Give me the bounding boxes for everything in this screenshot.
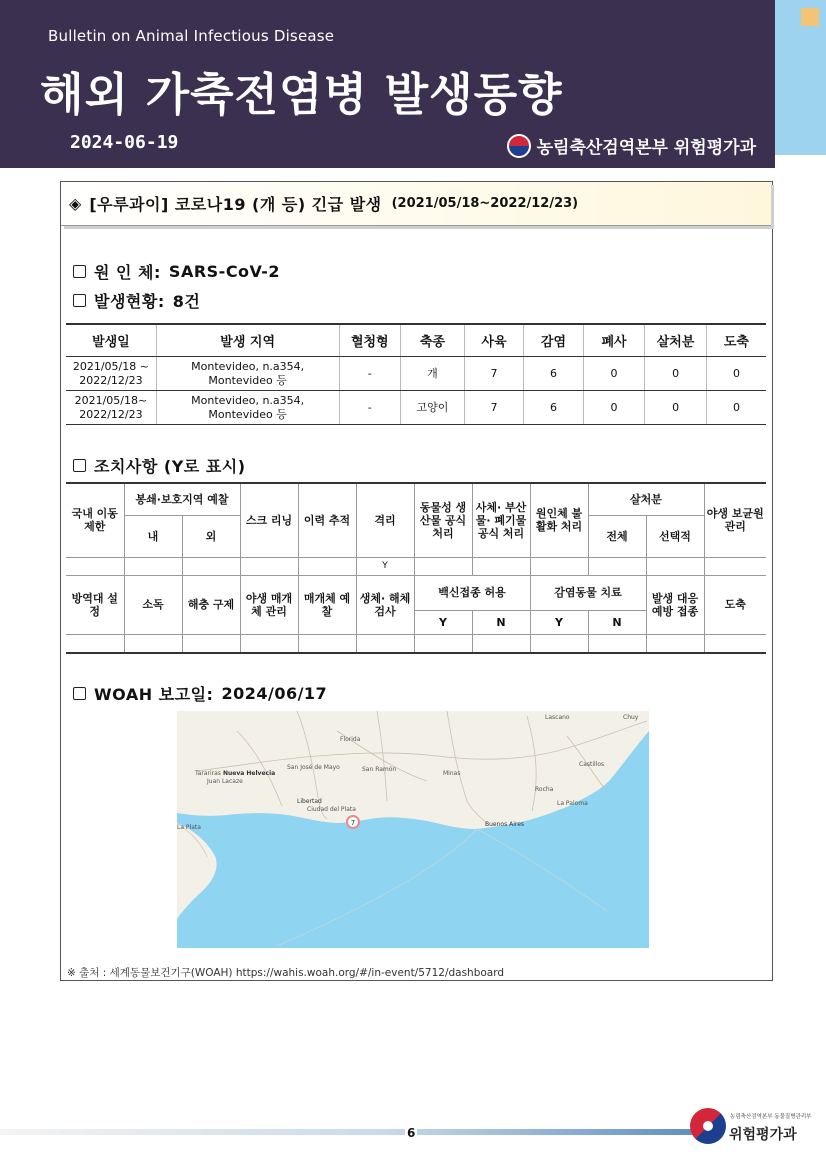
measure-value bbox=[704, 557, 766, 575]
measure-no: N bbox=[472, 610, 530, 634]
measure-product: 동물성 생산물 공식 처리 bbox=[414, 483, 472, 557]
outbreak-marker-count: 7 bbox=[350, 819, 356, 827]
cell-slaughtered: 0 bbox=[706, 391, 766, 425]
place-label: La Plata bbox=[177, 824, 201, 831]
cell-species: 개 bbox=[401, 357, 465, 391]
measure-value bbox=[414, 634, 472, 653]
measure-carcass: 사체· 부산물· 폐기물 공식 처리 bbox=[472, 483, 530, 557]
measure-value bbox=[588, 557, 646, 575]
place-label: San Ramón bbox=[362, 766, 397, 773]
measure-screening: 스크 리닝 bbox=[240, 483, 298, 557]
place-label: Florida bbox=[340, 736, 361, 743]
measure-value bbox=[240, 634, 298, 653]
cell-raised: 7 bbox=[464, 357, 524, 391]
diamond-icon: ◈ bbox=[69, 194, 82, 213]
measure-movement: 국내 이동 제한 bbox=[66, 483, 124, 557]
page-number: 6 bbox=[407, 1126, 416, 1140]
measure-zone: 봉쇄·보호지역 예찰 bbox=[124, 483, 240, 515]
cell-serotype: - bbox=[339, 357, 401, 391]
checkbox-square-icon bbox=[73, 294, 86, 307]
measure-wildlife-carrier: 야생 보균원 관리 bbox=[704, 483, 766, 557]
place-label: Nueva Helvecia bbox=[223, 770, 276, 777]
col-header: 도축 bbox=[706, 324, 766, 357]
col-header: 감염 bbox=[524, 324, 584, 357]
measure-cull-selective: 선택적 bbox=[646, 515, 704, 557]
measure-value bbox=[472, 557, 530, 575]
measures-line bbox=[73, 454, 246, 477]
cell-serotype: - bbox=[339, 391, 401, 425]
measure-value bbox=[182, 557, 240, 575]
cell-region: Montevideo, n.a354, Montevideo 등 bbox=[156, 391, 339, 425]
checkbox-square-icon bbox=[73, 265, 86, 278]
col-header: 살처분 bbox=[645, 324, 707, 357]
measure-culling: 살처분 bbox=[588, 483, 704, 515]
report-date: 2024-06-19 bbox=[70, 132, 179, 153]
cell-species: 고양이 bbox=[401, 391, 465, 425]
measures-header-row-a bbox=[66, 483, 766, 515]
status-value: 8건 bbox=[172, 292, 201, 311]
header-accent-square bbox=[801, 8, 819, 26]
measures-value-row bbox=[66, 557, 766, 575]
pathogen-line bbox=[73, 260, 280, 283]
cell-region: Montevideo, n.a354, Montevideo 등 bbox=[156, 357, 339, 391]
measure-zone-set: 방역대 설정 bbox=[66, 575, 124, 634]
cell-date: 2021/05/18~ 2022/12/23 bbox=[66, 391, 156, 425]
place-label: Juan Lacaze bbox=[207, 778, 243, 785]
measure-pest: 해충 구제 bbox=[182, 575, 240, 634]
measure-cull-all: 전체 bbox=[588, 515, 646, 557]
pathogen-value: SARS-CoV-2 bbox=[168, 262, 281, 281]
measure-yes: Y bbox=[414, 610, 472, 634]
report-box bbox=[60, 181, 773, 981]
taeguk-logo-icon bbox=[507, 134, 531, 158]
measure-value bbox=[356, 634, 414, 653]
measure-value bbox=[588, 634, 646, 653]
measure-value bbox=[124, 557, 182, 575]
measures-table bbox=[66, 482, 766, 654]
place-label: Minas bbox=[443, 770, 461, 777]
woah-label: WOAH 보고일: bbox=[94, 685, 214, 704]
place-label: La Paloma bbox=[557, 800, 588, 807]
measure-vector-surv: 매개체 예찰 bbox=[298, 575, 356, 634]
measure-value bbox=[646, 557, 704, 575]
woah-line bbox=[73, 682, 327, 705]
page-title: 해외 가축전염병 발생동향 bbox=[40, 68, 563, 121]
place-label: Lascano bbox=[545, 714, 570, 721]
cell-dead: 0 bbox=[583, 391, 645, 425]
measure-disinfect: 소독 bbox=[124, 575, 182, 634]
footer-logo-center bbox=[703, 1121, 713, 1131]
measure-prevent: 발생 대응 예방 접종 bbox=[646, 575, 704, 634]
place-label: Buenos Aires bbox=[485, 821, 525, 828]
measure-vaccine: 백신접종 허용 bbox=[414, 575, 530, 610]
woah-value: 2024/06/17 bbox=[221, 684, 328, 703]
cell-date: 2021/05/18 ~ 2022/12/23 bbox=[66, 357, 156, 391]
pathogen-label: 원 인 체: bbox=[94, 263, 161, 282]
measure-value bbox=[124, 634, 182, 653]
measure-yes: Y bbox=[530, 610, 588, 634]
measure-inactivation: 원인체 불활화 처리 bbox=[530, 483, 588, 557]
measure-no: N bbox=[588, 610, 646, 634]
measure-value bbox=[298, 634, 356, 653]
measure-value bbox=[646, 634, 704, 653]
measure-wild-vector: 야생 매개체 관리 bbox=[240, 575, 298, 634]
place-label: Rocha bbox=[535, 786, 554, 793]
org-name bbox=[507, 133, 756, 158]
measures-title: 조치사항 (Y로 표시) bbox=[94, 457, 246, 476]
place-label: Libertad bbox=[297, 798, 322, 805]
col-header: 발생 지역 bbox=[156, 324, 339, 357]
measure-value bbox=[66, 634, 124, 653]
status-line bbox=[73, 289, 200, 312]
measures-header-row-c bbox=[66, 575, 766, 610]
table-row bbox=[66, 357, 766, 391]
place-label: Tarariras bbox=[195, 770, 221, 777]
cell-dead: 0 bbox=[583, 357, 645, 391]
bulletin-subtitle: Bulletin on Animal Infectious Disease bbox=[48, 27, 335, 45]
report-titlebar bbox=[61, 182, 771, 226]
measure-value bbox=[66, 557, 124, 575]
col-header: 사육 bbox=[464, 324, 524, 357]
source-note: ※ 출처 : 세계동물보건기구(WOAH) https://wahis.woah.org/#/in-event/5712/dashboard bbox=[67, 967, 505, 979]
cell-infected: 6 bbox=[524, 391, 584, 425]
measure-lab: 생체· 해체 검사 bbox=[356, 575, 414, 634]
cell-raised: 7 bbox=[464, 391, 524, 425]
cell-infected: 6 bbox=[524, 357, 584, 391]
measure-trace: 이력 추적 bbox=[298, 483, 356, 557]
measures-value-row bbox=[66, 634, 766, 653]
report-period: (2021/05/18~2022/12/23) bbox=[391, 196, 579, 211]
col-header: 발생일 bbox=[66, 324, 156, 357]
col-header: 폐사 bbox=[583, 324, 645, 357]
col-header: 축종 bbox=[401, 324, 465, 357]
place-label: San José de Mayo bbox=[287, 764, 340, 771]
place-label: Chuy bbox=[623, 714, 639, 721]
map-svg bbox=[177, 711, 649, 948]
place-label: Castillos bbox=[579, 761, 605, 768]
place-label: Ciudad del Plata bbox=[307, 806, 356, 813]
measure-value bbox=[472, 634, 530, 653]
measure-value bbox=[414, 557, 472, 575]
checkbox-square-icon bbox=[73, 459, 86, 472]
measure-slaughter: 도축 bbox=[704, 575, 766, 634]
col-header: 혈청형 bbox=[339, 324, 401, 357]
checkbox-square-icon bbox=[73, 687, 86, 700]
cell-culled: 0 bbox=[645, 391, 707, 425]
measure-value bbox=[704, 634, 766, 653]
org-label: 농림축산검역본부 위험평가과 bbox=[536, 138, 756, 158]
footer-org-big: 위험평가과 bbox=[729, 1127, 797, 1143]
cell-slaughtered: 0 bbox=[706, 357, 766, 391]
measure-value bbox=[240, 557, 298, 575]
table-row bbox=[66, 391, 766, 425]
footer-line bbox=[0, 1129, 705, 1135]
outbreak-table bbox=[66, 323, 766, 425]
measure-zone-in: 내 bbox=[124, 515, 182, 557]
measure-value bbox=[530, 557, 588, 575]
measure-treat: 감염동물 치료 bbox=[530, 575, 646, 610]
outbreak-map bbox=[177, 711, 649, 948]
status-label: 발생현황: bbox=[94, 292, 165, 311]
measure-value bbox=[530, 634, 588, 653]
measure-quarantine: 격리 bbox=[356, 483, 414, 557]
report-title: [우루과이] 코로나19 (개 등) 긴급 발생 bbox=[89, 195, 382, 214]
measure-value bbox=[182, 634, 240, 653]
table-header-row bbox=[66, 324, 766, 357]
cell-culled: 0 bbox=[645, 357, 707, 391]
measure-zone-out: 외 bbox=[182, 515, 240, 557]
footer-org-small: 농림축산검역본부 동물질병관리부 bbox=[730, 1114, 812, 1120]
measure-value: Y bbox=[356, 557, 414, 575]
measure-value bbox=[298, 557, 356, 575]
